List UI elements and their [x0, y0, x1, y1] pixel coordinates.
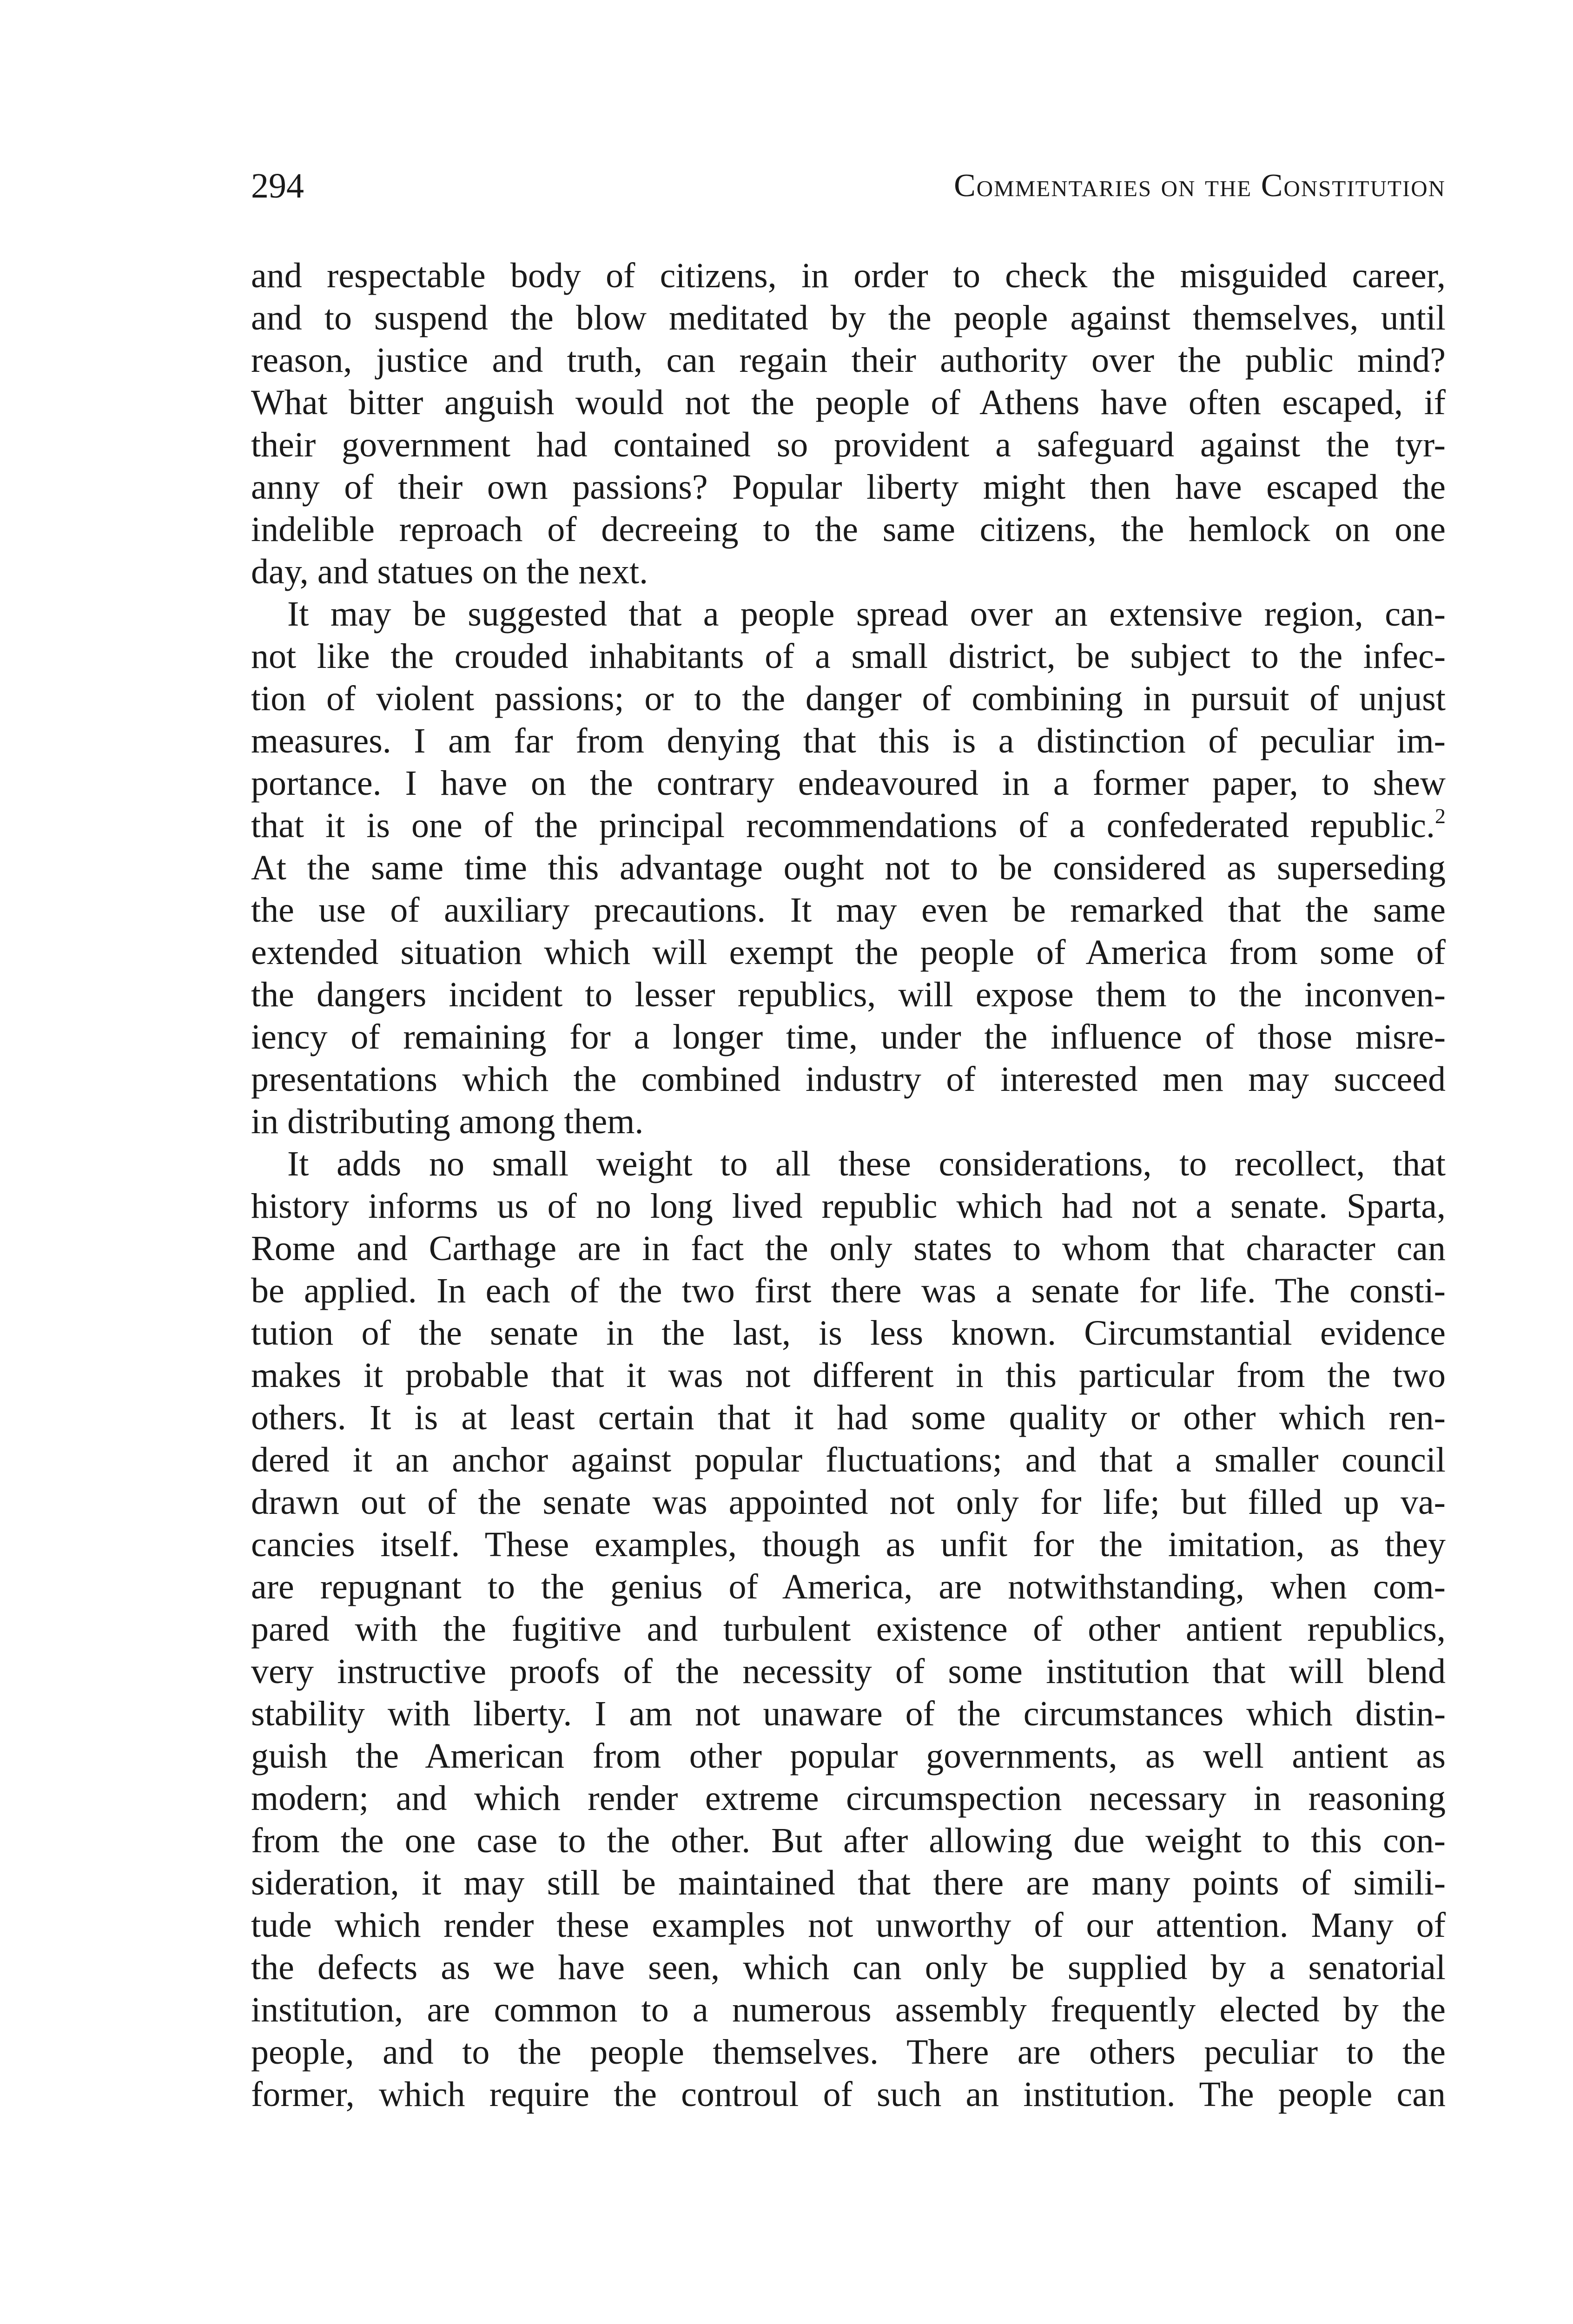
text-line: tion of violent passions; or to the danger of combining in pursuit of unjust — [251, 679, 1446, 718]
text-line: modern; and which render extreme circumspection necessary in reasoning — [251, 1779, 1446, 1818]
text-line: measures. I am far from denying that this is a distinction of peculiar im- — [251, 721, 1446, 760]
text-line: from the one case to the other. But after allowing due weight to this con- — [251, 1821, 1446, 1860]
text-line: What bitter anguish would not the people of Athens have often escaped, if — [251, 383, 1446, 422]
text-line: be applied. In each of the two first there was a senate for life. The consti- — [251, 1271, 1446, 1310]
footnote-marker: 2 — [1435, 804, 1446, 828]
text-line: cancies itself. These examples, though as unfit for the imitation, as they — [251, 1525, 1446, 1564]
text-line: It may be suggested that a people spread over an extensive region, can- — [287, 594, 1446, 634]
text-line: stability with liberty. I am not unaware of the circumstances which distin- — [251, 1694, 1446, 1733]
text-line: It adds no small weight to all these considerations, to recollect, that — [287, 1144, 1446, 1183]
paragraph-1 — [251, 255, 1446, 593]
text-line: in distributing among them. — [251, 1102, 644, 1141]
text-line: makes it probable that it was not different in this particular from the two — [251, 1356, 1446, 1395]
text-line: reason, justice and truth, can regain their authority over the public mind? — [251, 341, 1446, 380]
text-line: dered it an anchor against popular fluctuations; and that a smaller council — [251, 1440, 1446, 1479]
text-line: indelible reproach of decreeing to the same citizens, the hemlock on one — [251, 510, 1446, 549]
text-line: the use of auxiliary precautions. It may even be remarked that the same — [251, 891, 1446, 930]
text-line: history informs us of no long lived republic which had not a senate. Sparta, — [251, 1187, 1446, 1226]
text-line: are repugnant to the genius of America, are notwithstanding, when com- — [251, 1567, 1446, 1606]
text-line: drawn out of the senate was appointed not only for life; but filled up va- — [251, 1483, 1446, 1522]
text-line-content: that it is one of the principal recommendations of a confederated republic. — [251, 806, 1435, 845]
text-line: guish the American from other popular governments, as well antient as — [251, 1736, 1446, 1776]
text-line: pared with the fugitive and turbulent existence of other antient republics, — [251, 1610, 1446, 1649]
text-line: sideration, it may still be maintained that there are many points of simili- — [251, 1863, 1446, 1902]
text-line: not like the crouded inhabitants of a small district, be subject to the infec- — [251, 637, 1446, 676]
text-line: and to suspend the blow meditated by the people against themselves, until — [251, 298, 1446, 337]
paragraph-2 — [251, 593, 1446, 1143]
body-text — [251, 255, 1446, 2116]
text-line: extended situation which will exempt the people of America from some of — [251, 933, 1446, 972]
page-header — [251, 160, 1446, 211]
paragraph-3 — [251, 1143, 1446, 2116]
text-line: tution of the senate in the last, is less known. Circumstantial evidence — [251, 1314, 1446, 1353]
text-line: people, and to the people themselves. There are others peculiar to the — [251, 2033, 1446, 2072]
text-line: former, which require the controul of such an institution. The people can — [251, 2075, 1446, 2114]
text-line: iency of remaining for a longer time, under the influence of those misre- — [251, 1017, 1446, 1056]
text-line: others. It is at least certain that it had some quality or other which ren- — [251, 1398, 1446, 1437]
text-line: anny of their own passions? Popular liberty might then have escaped the — [251, 468, 1446, 507]
text-line: portance. I have on the contrary endeavoured in a former paper, to shew — [251, 764, 1446, 803]
text-line-with-footnote — [251, 805, 1446, 847]
text-line: day, and statues on the next. — [251, 552, 648, 591]
text-line: institution, are common to a numerous assembly frequently elected by the — [251, 1990, 1446, 2029]
text-line: Rome and Carthage are in fact the only states to whom that character can — [251, 1229, 1446, 1268]
text-line: the dangers incident to lesser republics, will expose them to the inconven- — [251, 975, 1446, 1014]
page-number: 294 — [251, 166, 304, 205]
text-line: their government had contained so provident a safeguard against the tyr- — [251, 425, 1446, 464]
text-line: At the same time this advantage ought not to be considered as superseding — [251, 848, 1446, 887]
text-line: tude which render these examples not unworthy of our attention. Many of — [251, 1906, 1446, 1945]
text-line: the defects as we have seen, which can only be supplied by a senatorial — [251, 1948, 1446, 1987]
text-line: and respectable body of citizens, in order to check the misguided career, — [251, 256, 1446, 295]
text-line: very instructive proofs of the necessity of some institution that will blend — [251, 1652, 1446, 1691]
text-line: presentations which the combined industry of interested men may succeed — [251, 1060, 1446, 1099]
running-head: Commentaries on the Constitution — [954, 168, 1446, 204]
